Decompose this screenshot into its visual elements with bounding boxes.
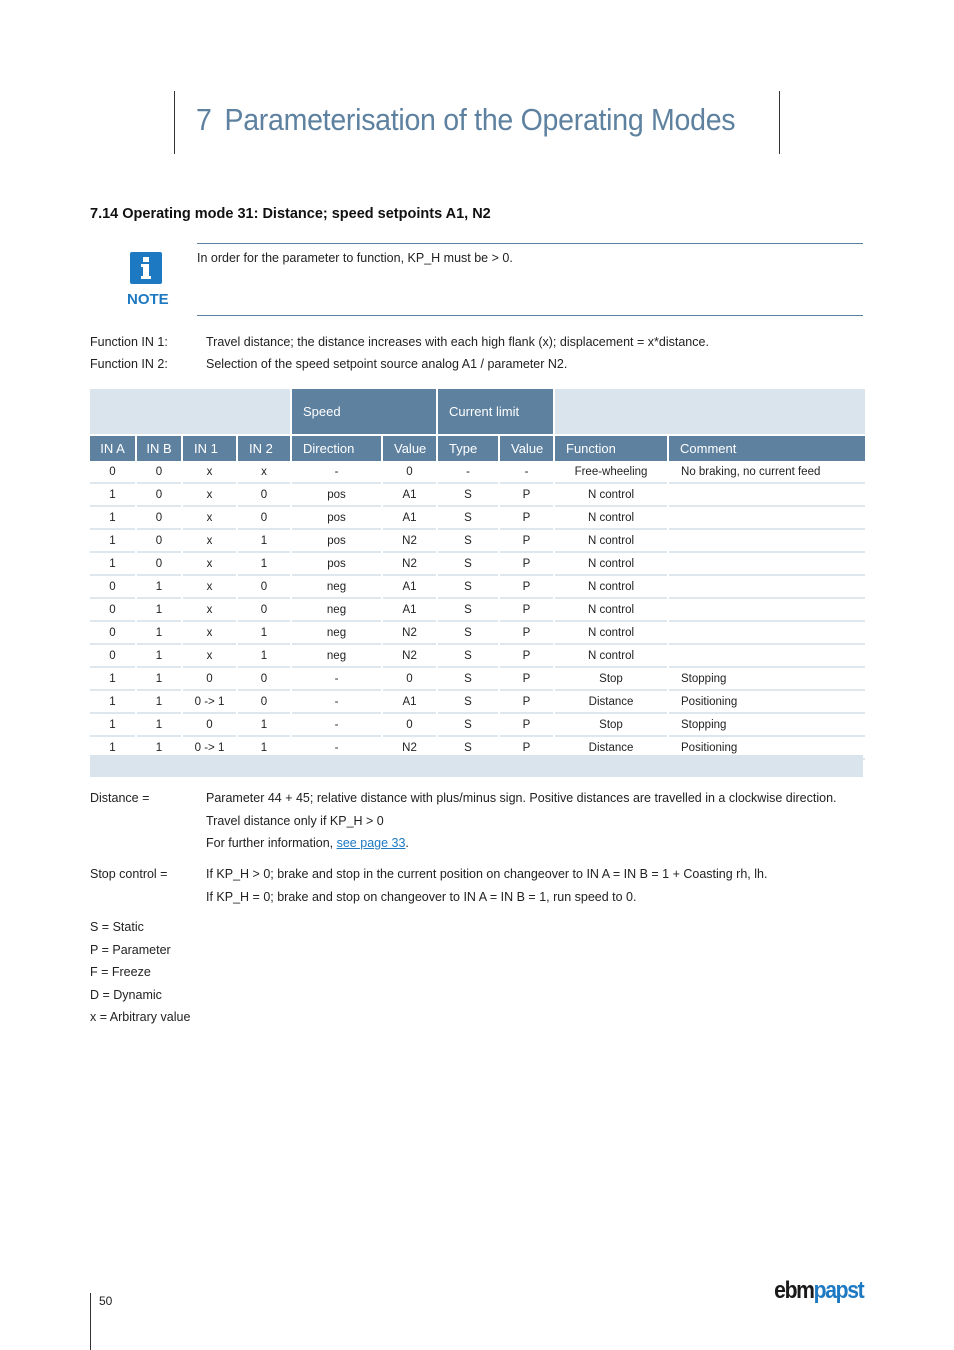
legend-item: S = Static bbox=[90, 920, 144, 934]
cell-comment bbox=[669, 530, 865, 553]
cell-function: N control bbox=[555, 622, 667, 645]
cell-speed-value: A1 bbox=[383, 691, 436, 714]
cell-in-1: x bbox=[183, 484, 236, 507]
cell-in-b: 1 bbox=[137, 737, 181, 760]
cell-function: N control bbox=[555, 530, 667, 553]
cell-in-b: 1 bbox=[137, 691, 181, 714]
distance-line-1: Parameter 44 + 45; relative distance with plus/minus sign. Positive distances are travelled in a clockwise direction. bbox=[206, 791, 837, 805]
cell-speed-value: A1 bbox=[383, 484, 436, 507]
cell-function: N control bbox=[555, 484, 667, 507]
cell-speed-value: 0 bbox=[383, 461, 436, 484]
cell-function: N control bbox=[555, 576, 667, 599]
cell-direction: pos bbox=[292, 484, 381, 507]
cell-type: - bbox=[438, 461, 498, 484]
cell-type: S bbox=[438, 714, 498, 737]
cell-in-1: 0 -> 1 bbox=[183, 691, 236, 714]
cell-comment bbox=[669, 622, 865, 645]
cell-comment bbox=[669, 599, 865, 622]
cell-in-1: 0 bbox=[183, 668, 236, 691]
operating-mode-table bbox=[90, 389, 863, 760]
cell-speed-value: N2 bbox=[383, 530, 436, 553]
col-comment: Comment bbox=[669, 434, 865, 461]
cell-direction: pos bbox=[292, 530, 381, 553]
cell-comment bbox=[669, 553, 865, 576]
cell-speed-value: N2 bbox=[383, 553, 436, 576]
cell-function: Stop bbox=[555, 714, 667, 737]
cell-direction: neg bbox=[292, 622, 381, 645]
cell-in-a: 1 bbox=[90, 507, 135, 530]
cell-in-1: x bbox=[183, 507, 236, 530]
function-in1 bbox=[90, 335, 709, 349]
distance-line-3-suffix: . bbox=[405, 836, 409, 850]
cell-in-a: 1 bbox=[90, 714, 135, 737]
cell-current-value: P bbox=[500, 530, 553, 553]
stop-control-line-1: If KP_H > 0; brake and stop in the current position on changeover to IN A = IN B = 1 + Coasting rh, lh. bbox=[206, 867, 768, 881]
function-in2-text: Selection of the speed setpoint source analog A1 / parameter N2. bbox=[206, 357, 568, 371]
distance-line-3-prefix: For further information, bbox=[206, 836, 337, 850]
cell-comment: Stopping bbox=[669, 714, 865, 737]
cell-direction: pos bbox=[292, 553, 381, 576]
chapter-title bbox=[196, 102, 735, 138]
cell-in-1: x bbox=[183, 599, 236, 622]
cell-function: Distance bbox=[555, 691, 667, 714]
cell-in-1: 0 -> 1 bbox=[183, 737, 236, 760]
page-number: 50 bbox=[99, 1294, 113, 1308]
cell-in-b: 0 bbox=[137, 507, 181, 530]
cell-type: S bbox=[438, 599, 498, 622]
cell-comment: Positioning bbox=[669, 691, 865, 714]
cell-in-a: 1 bbox=[90, 530, 135, 553]
table-row bbox=[90, 714, 865, 737]
cell-speed-value: N2 bbox=[383, 737, 436, 760]
cell-in-2: 0 bbox=[238, 668, 290, 691]
cell-speed-value: A1 bbox=[383, 599, 436, 622]
cell-comment bbox=[669, 484, 865, 507]
chapter-left-rule bbox=[174, 91, 175, 154]
legend-item: F = Freeze bbox=[90, 965, 151, 979]
cell-in-a: 1 bbox=[90, 691, 135, 714]
cell-type: S bbox=[438, 507, 498, 530]
cell-in-b: 1 bbox=[137, 714, 181, 737]
cell-in-1: x bbox=[183, 645, 236, 668]
cell-in-2: 0 bbox=[238, 507, 290, 530]
cell-function: N control bbox=[555, 553, 667, 576]
cell-in-a: 1 bbox=[90, 737, 135, 760]
function-in2 bbox=[90, 357, 567, 371]
cell-in-a: 1 bbox=[90, 484, 135, 507]
cell-in-b: 0 bbox=[137, 484, 181, 507]
cell-current-value: P bbox=[500, 484, 553, 507]
cell-type: S bbox=[438, 553, 498, 576]
table-footer-band bbox=[90, 755, 863, 777]
note-bottom-rule bbox=[197, 315, 863, 316]
function-in2-label: Function IN 2: bbox=[90, 357, 168, 371]
cell-in-2: 1 bbox=[238, 714, 290, 737]
distance-line-2: Travel distance only if KP_H > 0 bbox=[206, 813, 384, 828]
table-row bbox=[90, 668, 865, 691]
cell-function: Stop bbox=[555, 668, 667, 691]
cell-comment: No braking, no current feed bbox=[669, 461, 865, 484]
cell-in-a: 0 bbox=[90, 599, 135, 622]
cell-in-2: 0 bbox=[238, 576, 290, 599]
cell-in-2: 0 bbox=[238, 599, 290, 622]
col-direction: Direction bbox=[292, 434, 381, 461]
cell-in-2: 1 bbox=[238, 530, 290, 553]
chapter-right-rule bbox=[779, 91, 780, 154]
cell-direction: neg bbox=[292, 645, 381, 668]
note-label: NOTE bbox=[127, 291, 169, 308]
table-row bbox=[90, 530, 865, 553]
table-row bbox=[90, 461, 865, 484]
col-in-b: IN B bbox=[137, 434, 181, 461]
chapter-number: 7 bbox=[196, 102, 212, 137]
cell-in-a: 1 bbox=[90, 553, 135, 576]
cell-in-1: 0 bbox=[183, 714, 236, 737]
cell-direction: - bbox=[292, 714, 381, 737]
cell-in-a: 0 bbox=[90, 622, 135, 645]
cell-in-b: 1 bbox=[137, 668, 181, 691]
cell-function: N control bbox=[555, 645, 667, 668]
page-rule bbox=[90, 1293, 91, 1350]
cell-direction: - bbox=[292, 691, 381, 714]
cell-direction: neg bbox=[292, 576, 381, 599]
legend-item: D = Dynamic bbox=[90, 987, 162, 1002]
cell-type: S bbox=[438, 484, 498, 507]
function-in1-text: Travel distance; the distance increases with each high flank (x); displacement = x*distance. bbox=[206, 335, 709, 349]
cell-in-b: 0 bbox=[137, 530, 181, 553]
cell-current-value: P bbox=[500, 645, 553, 668]
cell-in-2: 1 bbox=[238, 737, 290, 760]
table-row bbox=[90, 691, 865, 714]
legend-item: P = Parameter bbox=[90, 942, 171, 957]
cell-current-value: P bbox=[500, 507, 553, 530]
cell-comment: Stopping bbox=[669, 668, 865, 691]
col-function: Function bbox=[555, 434, 667, 461]
cell-in-2: 0 bbox=[238, 691, 290, 714]
col-in-1: IN 1 bbox=[183, 434, 236, 461]
cell-in-2: 0 bbox=[238, 484, 290, 507]
cell-current-value: P bbox=[500, 576, 553, 599]
logo-part-1: ebm bbox=[773, 1277, 814, 1304]
cell-in-b: 1 bbox=[137, 576, 181, 599]
cell-in-b: 1 bbox=[137, 622, 181, 645]
cell-current-value: P bbox=[500, 553, 553, 576]
distance-line-3 bbox=[206, 836, 837, 859]
cell-direction: - bbox=[292, 737, 381, 760]
logo-part-2: papst bbox=[813, 1277, 863, 1304]
cell-current-value: P bbox=[500, 691, 553, 714]
cell-in-a: 1 bbox=[90, 668, 135, 691]
section-title: 7.14 Operating mode 31: Distance; speed setpoints A1, N2 bbox=[90, 206, 491, 222]
header-blank-right bbox=[555, 389, 865, 434]
cell-comment: Positioning bbox=[669, 737, 865, 760]
info-icon bbox=[130, 252, 162, 284]
cell-in-b: 0 bbox=[137, 461, 181, 484]
cell-comment bbox=[669, 645, 865, 668]
stop-control-line-2: If KP_H = 0; brake and stop on changeover to IN A = IN B = 1, run speed to 0. bbox=[206, 889, 637, 904]
stop-control-label: Stop control = bbox=[90, 867, 168, 881]
cell-in-b: 0 bbox=[137, 553, 181, 576]
table-row bbox=[90, 599, 865, 622]
cell-function: N control bbox=[555, 599, 667, 622]
cell-function: N control bbox=[555, 507, 667, 530]
col-current-value: Value bbox=[500, 434, 553, 461]
cell-type: S bbox=[438, 576, 498, 599]
col-type: Type bbox=[438, 434, 498, 461]
cell-in-a: 0 bbox=[90, 576, 135, 599]
table-row bbox=[90, 507, 865, 530]
cell-type: S bbox=[438, 668, 498, 691]
cell-current-value: P bbox=[500, 668, 553, 691]
cell-speed-value: N2 bbox=[383, 645, 436, 668]
table-row bbox=[90, 645, 865, 668]
cell-function: Distance bbox=[555, 737, 667, 760]
cell-in-2: x bbox=[238, 461, 290, 484]
cell-in-1: x bbox=[183, 553, 236, 576]
cell-type: S bbox=[438, 645, 498, 668]
cell-type: S bbox=[438, 622, 498, 645]
cell-in-2: 1 bbox=[238, 645, 290, 668]
note-top-rule bbox=[197, 243, 863, 244]
cell-in-1: x bbox=[183, 576, 236, 599]
cell-current-value: P bbox=[500, 737, 553, 760]
legend bbox=[90, 920, 190, 1033]
table-row bbox=[90, 484, 865, 507]
cell-direction: - bbox=[292, 461, 381, 484]
col-in-a: IN A bbox=[90, 434, 135, 461]
cell-current-value: P bbox=[500, 622, 553, 645]
legend-item: x = Arbitrary value bbox=[90, 1010, 191, 1024]
cell-speed-value: N2 bbox=[383, 622, 436, 645]
cell-type: S bbox=[438, 737, 498, 760]
cell-in-2: 1 bbox=[238, 553, 290, 576]
cell-speed-value: A1 bbox=[383, 576, 436, 599]
header-current-limit: Current limit bbox=[438, 389, 553, 434]
cell-current-value: P bbox=[500, 599, 553, 622]
cell-in-a: 0 bbox=[90, 461, 135, 484]
col-speed-value: Value bbox=[383, 434, 436, 461]
brand-logo bbox=[774, 1277, 863, 1305]
table-row bbox=[90, 553, 865, 576]
cell-function: Free-wheeling bbox=[555, 461, 667, 484]
cell-comment bbox=[669, 576, 865, 599]
cell-in-1: x bbox=[183, 530, 236, 553]
cell-in-b: 1 bbox=[137, 599, 181, 622]
col-in-2: IN 2 bbox=[238, 434, 290, 461]
cell-current-value: P bbox=[500, 714, 553, 737]
note-text: In order for the parameter to function, KP_H must be > 0. bbox=[197, 251, 513, 265]
chapter-title-text: Parameterisation of the Operating Modes bbox=[224, 102, 736, 137]
cell-direction: pos bbox=[292, 507, 381, 530]
cell-comment bbox=[669, 507, 865, 530]
header-blank-left bbox=[90, 389, 290, 434]
header-speed: Speed bbox=[292, 389, 436, 434]
table-row bbox=[90, 576, 865, 599]
cell-speed-value: 0 bbox=[383, 668, 436, 691]
cell-in-b: 1 bbox=[137, 645, 181, 668]
cell-in-2: 1 bbox=[238, 622, 290, 645]
table-row bbox=[90, 622, 865, 645]
cell-in-1: x bbox=[183, 622, 236, 645]
cell-type: S bbox=[438, 691, 498, 714]
cell-in-1: x bbox=[183, 461, 236, 484]
function-in1-label: Function IN 1: bbox=[90, 335, 168, 349]
table-body bbox=[90, 461, 865, 760]
cell-in-a: 0 bbox=[90, 645, 135, 668]
cell-direction: neg bbox=[292, 599, 381, 622]
cell-speed-value: 0 bbox=[383, 714, 436, 737]
cell-type: S bbox=[438, 530, 498, 553]
see-page-link[interactable]: see page 33 bbox=[336, 836, 406, 850]
cell-speed-value: A1 bbox=[383, 507, 436, 530]
cell-direction: - bbox=[292, 668, 381, 691]
distance-label: Distance = bbox=[90, 791, 150, 805]
cell-current-value: - bbox=[500, 461, 553, 484]
